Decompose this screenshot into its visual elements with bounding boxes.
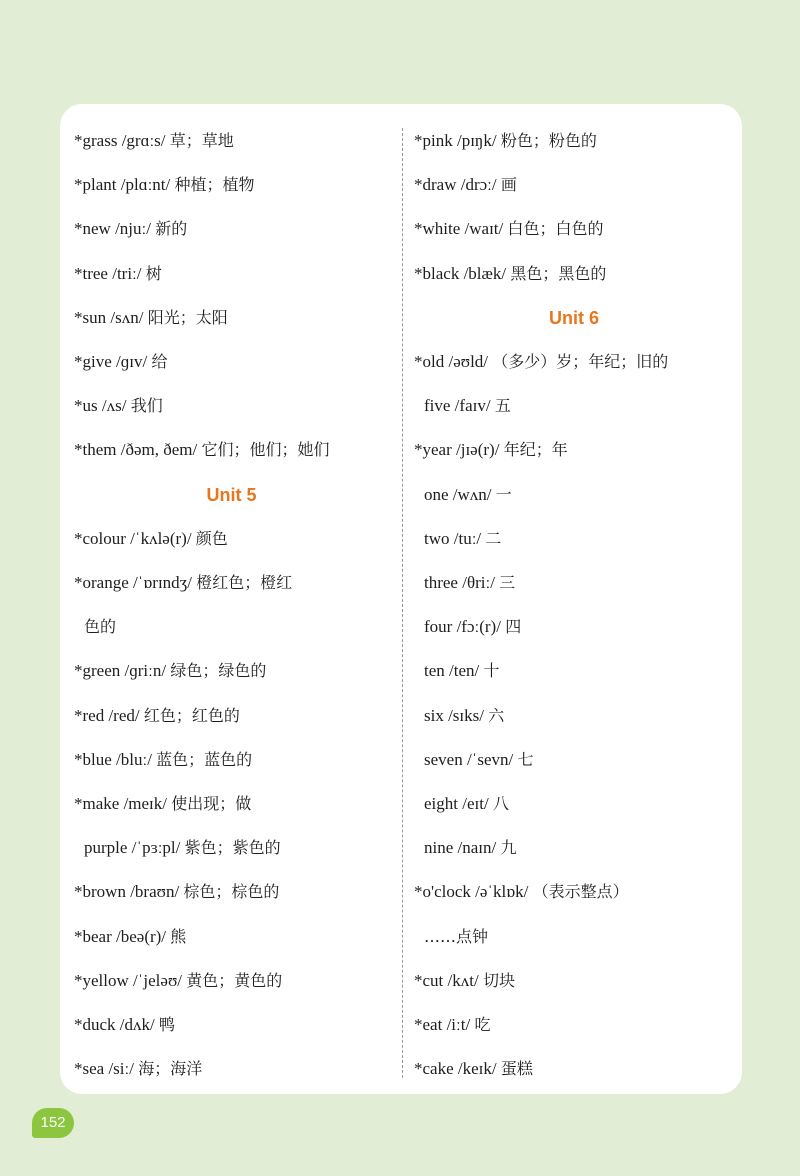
vocab-word: *draw /drɔː/ bbox=[414, 175, 497, 194]
vocab-entry bbox=[414, 262, 606, 286]
vocab-meaning: ……点钟 bbox=[424, 927, 489, 946]
vocab-meaning: 三 bbox=[499, 573, 516, 592]
vocab-entry bbox=[424, 836, 517, 860]
vocab-meaning: 海；海洋 bbox=[138, 1059, 203, 1078]
vocab-meaning: 四 bbox=[505, 617, 522, 636]
vocab-meaning: 二 bbox=[485, 529, 502, 548]
vocab-word: *white /waɪt/ bbox=[414, 219, 504, 238]
vocab-meaning: 白色；白色的 bbox=[507, 219, 604, 238]
vocab-word: purple /ˈpɜːpl/ bbox=[84, 838, 181, 857]
vocab-meaning: 吃 bbox=[474, 1015, 491, 1034]
vocab-entry bbox=[414, 173, 517, 197]
page-number: 152 bbox=[40, 1114, 66, 1131]
vocab-word: *cut /kʌt/ bbox=[414, 971, 479, 990]
vocab-entry bbox=[424, 925, 488, 949]
vocab-entry bbox=[424, 483, 512, 507]
vocab-word: *grass /grɑːs/ bbox=[74, 131, 166, 150]
vocab-entry bbox=[414, 129, 597, 153]
vocab-entry bbox=[414, 969, 515, 993]
vocab-meaning: 年纪；年 bbox=[503, 440, 568, 459]
vocab-meaning: 橙红色；橙红 bbox=[196, 573, 293, 592]
vocab-entry bbox=[74, 306, 228, 330]
vocab-word: *blue /bluː/ bbox=[74, 750, 152, 769]
vocab-meaning: 粉色；粉色的 bbox=[500, 131, 597, 150]
vocab-word: *pink /pɪŋk/ bbox=[414, 131, 497, 150]
vocab-meaning: 使出现；做 bbox=[171, 794, 252, 813]
vocab-word: two /tuː/ bbox=[424, 529, 482, 548]
page-number-badge bbox=[32, 1108, 74, 1138]
vocab-meaning: （多少）岁；年纪；旧的 bbox=[492, 352, 669, 371]
vocab-word: seven /ˈsevn/ bbox=[424, 750, 514, 769]
vocab-entry bbox=[84, 836, 281, 860]
vocab-meaning: 它们；他们；她们 bbox=[201, 440, 330, 459]
vocab-word: four /fɔː(r)/ bbox=[424, 617, 501, 636]
vocab-word: ten /ten/ bbox=[424, 661, 480, 680]
vocab-word: eight /eɪt/ bbox=[424, 794, 489, 813]
vocab-entry bbox=[414, 1057, 533, 1081]
vocab-word: six /sɪks/ bbox=[424, 706, 484, 725]
vocab-meaning: 画 bbox=[500, 175, 517, 194]
vocab-entry bbox=[414, 217, 604, 241]
vocab-meaning: 草；草地 bbox=[169, 131, 234, 150]
vocab-word: *orange /ˈɒrɪndʒ/ bbox=[74, 573, 192, 592]
vocab-meaning: 六 bbox=[488, 706, 505, 725]
vocab-meaning: 阳光；太阳 bbox=[147, 308, 228, 327]
vocab-entry bbox=[74, 659, 266, 683]
vocab-meaning: 我们 bbox=[130, 396, 163, 415]
vocab-word: *give /ɡɪv/ bbox=[74, 352, 148, 371]
vocab-word: *sea /siː/ bbox=[74, 1059, 134, 1078]
vocab-word: one /wʌn/ bbox=[424, 485, 492, 504]
vocab-word: *new /njuː/ bbox=[74, 219, 151, 238]
vocab-meaning: 树 bbox=[145, 264, 162, 283]
vocab-entry bbox=[424, 615, 521, 639]
vocab-meaning: 八 bbox=[492, 794, 509, 813]
vocab-entry bbox=[74, 438, 330, 462]
vocab-meaning: 棕色；棕色的 bbox=[183, 882, 280, 901]
vocab-entry bbox=[74, 173, 255, 197]
unit-heading: Unit 5 bbox=[206, 485, 257, 505]
vocab-meaning: 色的 bbox=[84, 617, 117, 636]
vocab-word: three /θriː/ bbox=[424, 573, 495, 592]
vocab-meaning: 五 bbox=[494, 396, 511, 415]
vocab-entry bbox=[74, 350, 167, 374]
vocab-entry bbox=[74, 792, 251, 816]
vocab-meaning: 颜色 bbox=[195, 529, 228, 548]
vocab-word: *them /ðəm, ðem/ bbox=[74, 440, 198, 459]
vocab-word: *brown /braʊn/ bbox=[74, 882, 180, 901]
vocab-word: *eat /iːt/ bbox=[414, 1015, 471, 1034]
vocab-entry bbox=[414, 880, 629, 904]
vocab-entry bbox=[74, 880, 279, 904]
vocab-word: *black /blæk/ bbox=[414, 264, 507, 283]
vocab-meaning: 新的 bbox=[155, 219, 188, 238]
vocab-entry bbox=[84, 615, 116, 639]
vocab-word: *cake /keɪk/ bbox=[414, 1059, 497, 1078]
unit-heading: Unit 6 bbox=[548, 308, 599, 328]
vocab-entry bbox=[74, 394, 163, 418]
vocab-entry bbox=[424, 659, 500, 683]
vocab-entry bbox=[74, 1013, 175, 1037]
vocab-word: nine /naɪn/ bbox=[424, 838, 497, 857]
vocab-word: *green /ɡriːn/ bbox=[74, 661, 167, 680]
vocab-word: *yellow /ˈjeləʊ/ bbox=[74, 971, 182, 990]
vocab-word: *sun /sʌn/ bbox=[74, 308, 144, 327]
vocab-meaning: 黄色；黄色的 bbox=[186, 971, 283, 990]
vocab-word: *plant /plɑːnt/ bbox=[74, 175, 171, 194]
vocab-entry bbox=[414, 350, 668, 374]
vocab-entry bbox=[424, 571, 515, 595]
vocab-meaning: （表示整点） bbox=[532, 882, 629, 901]
vocab-word: *o'clock /əˈklɒk/ bbox=[414, 882, 529, 901]
vocab-meaning: 鸭 bbox=[159, 1015, 176, 1034]
vocab-meaning: 切块 bbox=[482, 971, 515, 990]
vocab-entry bbox=[74, 262, 162, 286]
vocab-meaning: 蛋糕 bbox=[500, 1059, 533, 1078]
vocab-entry bbox=[74, 129, 234, 153]
vocab-word: five /faɪv/ bbox=[424, 396, 491, 415]
vocab-entry bbox=[74, 217, 187, 241]
vocab-entry bbox=[414, 1013, 490, 1037]
vocab-entry bbox=[424, 704, 504, 728]
vocab-entry bbox=[74, 748, 252, 772]
vocab-meaning: 七 bbox=[517, 750, 534, 769]
vocab-entry bbox=[424, 394, 511, 418]
vocab-word: *us /ʌs/ bbox=[74, 396, 127, 415]
vocab-entry bbox=[74, 704, 240, 728]
vocab-meaning: 九 bbox=[500, 838, 517, 857]
vocab-word: *year /jɪə(r)/ bbox=[414, 440, 500, 459]
vocab-entry bbox=[424, 792, 509, 816]
vocab-word: *bear /beə(r)/ bbox=[74, 927, 167, 946]
vocab-meaning: 黑色；黑色的 bbox=[510, 264, 607, 283]
vocab-entry bbox=[74, 925, 186, 949]
vocab-entry bbox=[424, 527, 501, 551]
vocab-entry bbox=[424, 748, 534, 772]
vocab-entry bbox=[414, 438, 568, 462]
vocab-meaning: 种植；植物 bbox=[174, 175, 255, 194]
vocab-word: *red /red/ bbox=[74, 706, 140, 725]
vocab-word: *make /meɪk/ bbox=[74, 794, 168, 813]
column-divider bbox=[402, 128, 403, 1078]
vocab-word: *colour /ˈkʌlə(r)/ bbox=[74, 529, 192, 548]
vocab-entry bbox=[74, 1057, 202, 1081]
vocab-entry bbox=[74, 527, 228, 551]
vocab-meaning: 蓝色；蓝色的 bbox=[156, 750, 253, 769]
vocab-word: *old /əʊld/ bbox=[414, 352, 489, 371]
vocab-meaning: 一 bbox=[495, 485, 512, 504]
vocab-meaning: 紫色；紫色的 bbox=[184, 838, 281, 857]
vocab-entry bbox=[74, 969, 282, 993]
vocab-word: *duck /dʌk/ bbox=[74, 1015, 155, 1034]
vocab-meaning: 十 bbox=[483, 661, 500, 680]
vocab-meaning: 给 bbox=[151, 352, 168, 371]
vocab-entry bbox=[74, 571, 292, 595]
vocab-meaning: 熊 bbox=[170, 927, 187, 946]
vocab-meaning: 红色；红色的 bbox=[143, 706, 240, 725]
vocab-meaning: 绿色；绿色的 bbox=[170, 661, 267, 680]
vocab-word: *tree /triː/ bbox=[74, 264, 142, 283]
